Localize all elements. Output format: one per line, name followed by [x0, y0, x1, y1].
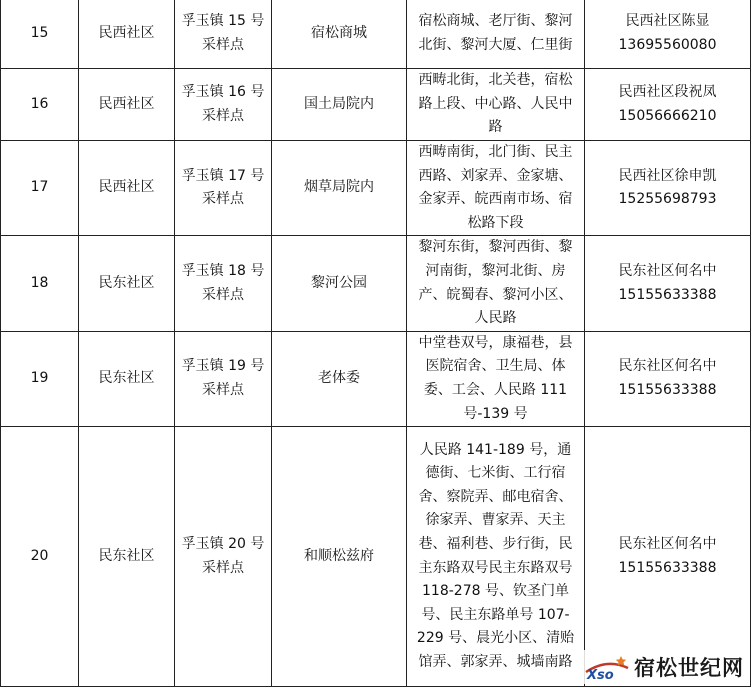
- table-row: [1, 69, 751, 141]
- sampling-location: 宿松商城: [272, 0, 407, 69]
- community-name: 民西社区: [79, 69, 175, 141]
- covered-area: 宿松商城、老厅街、黎河北街、黎河大厦、仁里街: [407, 0, 585, 69]
- sampling-location: 老体委: [272, 331, 407, 426]
- contact-cell: [585, 236, 751, 331]
- row-number: 18: [1, 236, 79, 331]
- watermark-text: 宿松世纪网: [634, 656, 744, 680]
- sampling-site-name: 孚玉镇 18 号采样点: [175, 236, 272, 331]
- community-name: 民东社区: [79, 331, 175, 426]
- covered-area: 人民路 141-189 号，通德街、七米街、工行宿舍、察院弄、邮电宿舍、徐家弄、曹家弄、天主巷、福利巷、步行街，民主东路双号民主东路双号 118-278 号、钦圣门单号、民主东路单号 107-229 号、晨光小区、清贻馆弄、郭家弄、城墙南路: [407, 427, 585, 687]
- sampling-site-name: 孚玉镇 17 号采样点: [175, 141, 272, 236]
- svg-text:Xso: Xso: [587, 668, 614, 682]
- row-number: 17: [1, 141, 79, 236]
- row-number: 16: [1, 69, 79, 141]
- contact-phone: 15155633388: [618, 381, 717, 398]
- table-row: [1, 236, 751, 331]
- contact-phone: 15056666210: [618, 107, 717, 124]
- contact-name: 民西社区段祝凤: [618, 83, 717, 100]
- table-row: [1, 141, 751, 236]
- contact-phone: 15155633388: [618, 559, 717, 576]
- sampling-location: 黎河公园: [272, 236, 407, 331]
- contact-phone: 15255698793: [618, 191, 717, 208]
- community-name: 民东社区: [79, 427, 175, 687]
- covered-area: 中堂巷双号，康福巷，县医院宿舍、卫生局、体委、工会、人民路 111 号-139 号: [407, 331, 585, 426]
- contact-name: 民东社区何名中: [618, 536, 717, 553]
- sampling-site-name: 孚玉镇 20 号采样点: [175, 427, 272, 687]
- sampling-location: 和顺松兹府: [272, 427, 407, 687]
- row-number: 19: [1, 331, 79, 426]
- contact-cell: [585, 141, 751, 236]
- community-name: 民东社区: [79, 236, 175, 331]
- covered-area: 黎河东街，黎河西街、黎河南街，黎河北街、房产、皖蜀春、黎河小区、人民路: [407, 236, 585, 331]
- site-watermark: [580, 650, 748, 684]
- community-name: 民西社区: [79, 141, 175, 236]
- contact-phone: 13695560080: [618, 36, 717, 53]
- row-number: 20: [1, 427, 79, 687]
- contact-cell: [585, 427, 751, 687]
- contact-cell: [585, 331, 751, 426]
- contact-name: 民西社区徐申凯: [618, 167, 717, 184]
- contact-phone: 15155633388: [618, 286, 717, 303]
- sampling-site-name: 孚玉镇 16 号采样点: [175, 69, 272, 141]
- sampling-site-name: 孚玉镇 15 号采样点: [175, 0, 272, 69]
- sampling-location: 国土局院内: [272, 69, 407, 141]
- sampling-location: 烟草局院内: [272, 141, 407, 236]
- community-name: 民西社区: [79, 0, 175, 69]
- row-number: 15: [1, 0, 79, 69]
- contact-cell: [585, 69, 751, 141]
- covered-area: 西畴南街，北门街、民主西路、刘家弄、金家塘、金家弄、皖西南市场、宿松路下段: [407, 141, 585, 236]
- table-row: [1, 331, 751, 426]
- contact-name: 民东社区何名中: [618, 358, 717, 375]
- sampling-site-name: 孚玉镇 19 号采样点: [175, 331, 272, 426]
- contact-name: 民东社区何名中: [618, 262, 717, 279]
- table-row: [1, 427, 751, 687]
- contact-cell: [585, 0, 751, 69]
- contact-name: 民西社区陈显: [625, 12, 710, 29]
- xsol-logo-icon: [584, 652, 630, 682]
- covered-area: 西畴北街，北关巷，宿松路上段、中心路、人民中路: [407, 69, 585, 141]
- table-row: [1, 0, 751, 69]
